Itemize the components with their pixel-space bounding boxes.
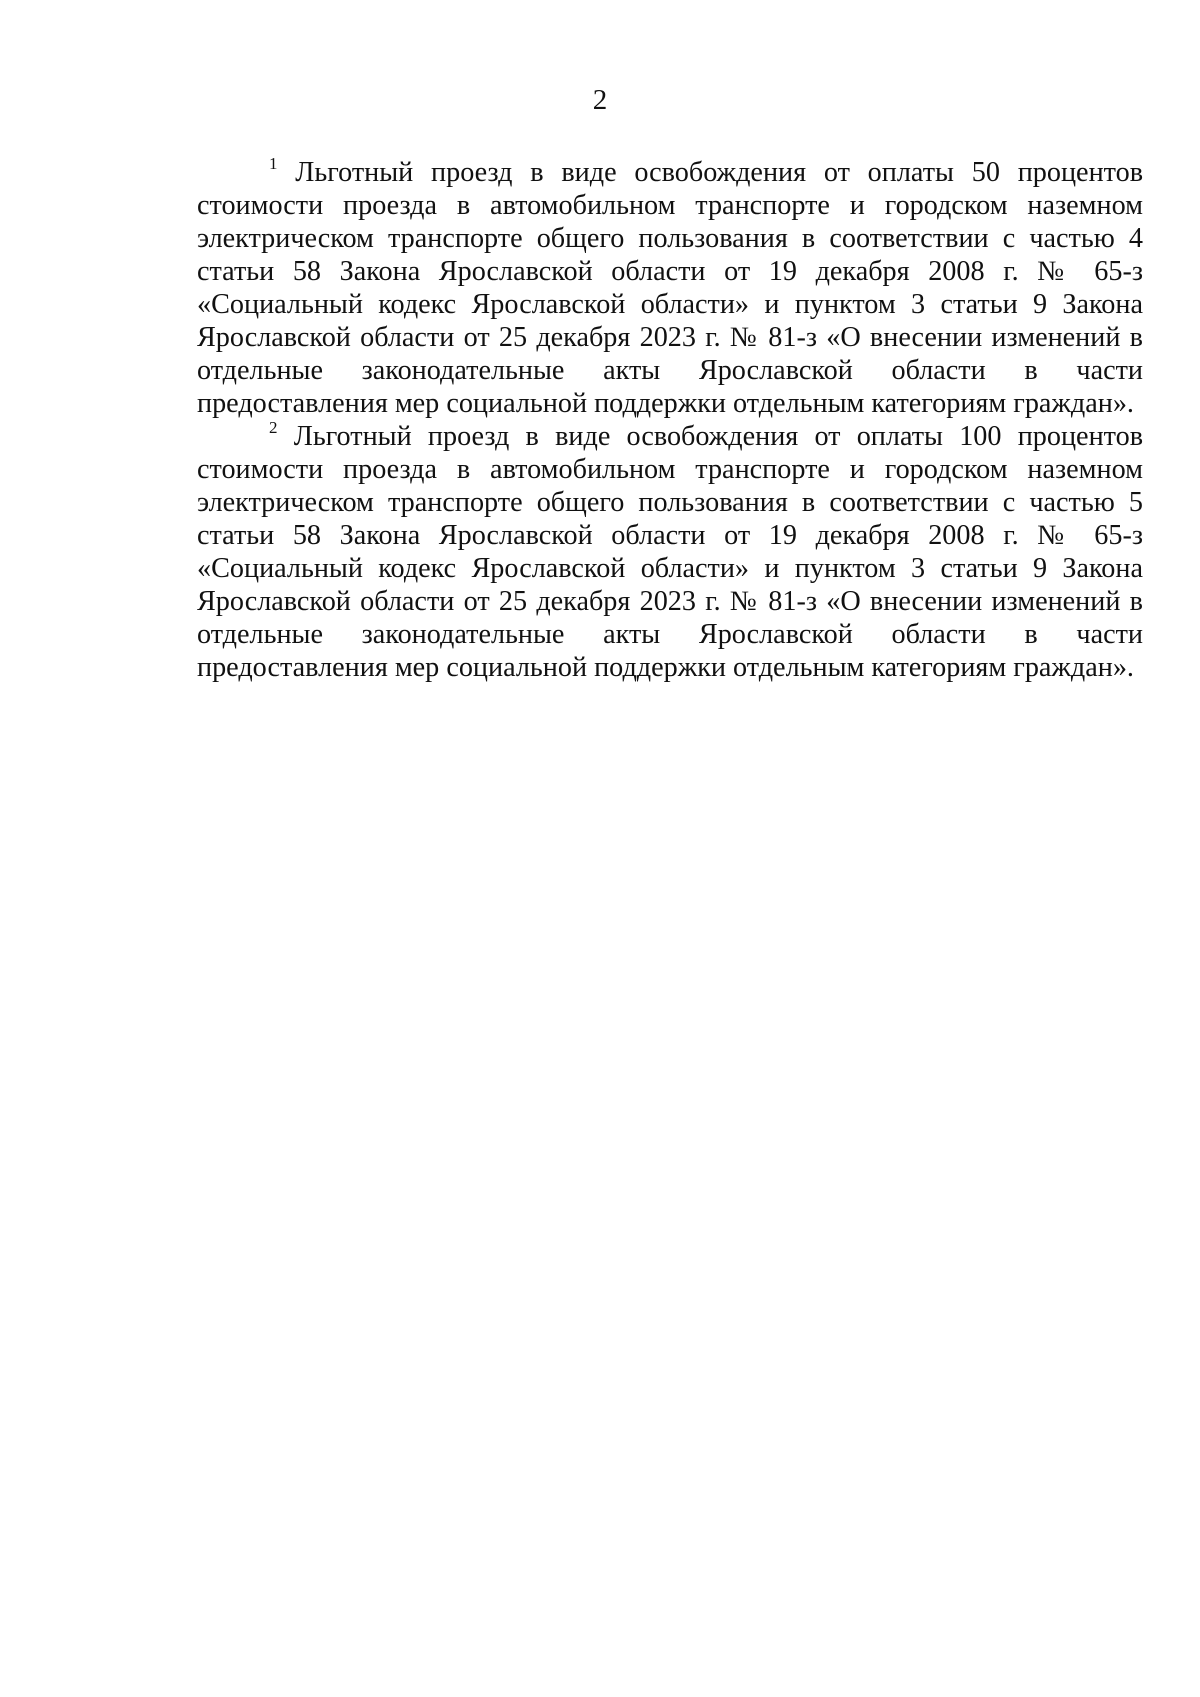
- footnote-marker: 1: [269, 153, 278, 173]
- footnotes-section: [197, 153, 1144, 684]
- footnote-marker: 2: [269, 417, 278, 437]
- page-number: 2: [592, 84, 608, 116]
- footnote-2: [197, 417, 1144, 684]
- footnote-text: Льготный проезд в виде освобождения от оплаты 100 процентов стоимости проезда в автомобильном транспорте и городском наземном электрическом транспорте общего пользования в соответствии с частью 5 статьи 58 Закона Ярославской области от 19 декабря 2008 г. № 65-з «Социальный кодекс Ярославской области» и пунктом 3 статьи 9 Закона Ярославской области от 25 декабря 2023 г. № 81-з «О внесении изменений в отдельные законодательные акты Ярославской области в части предоставления мер социальной поддержки отдельным категориям граждан».: [197, 421, 1144, 683]
- footnote-1: [197, 153, 1144, 420]
- footnote-text: Льготный проезд в виде освобождения от оплаты 50 процентов стоимости проезда в автомобильном транспорте и городском наземном электрическом транспорте общего пользования в соответствии с частью 4 статьи 58 Закона Ярославской области от 19 декабря 2008 г. № 65-з «Социальный кодекс Ярославской области» и пунктом 3 статьи 9 Закона Ярославской области от 25 декабря 2023 г. № 81-з «О внесении изменений в отдельные законодательные акты Ярославской области в части предоставления мер социальной поддержки отдельным категориям граждан».: [197, 157, 1144, 419]
